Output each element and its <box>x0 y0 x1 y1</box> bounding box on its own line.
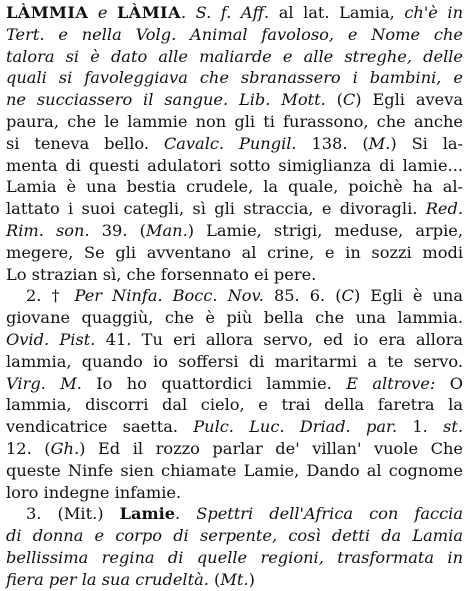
text-run: . Spettri dell'Africa con faccia <box>175 504 463 524</box>
entry-line <box>6 351 463 373</box>
entry-line <box>6 416 463 438</box>
text-run: 39. ( <box>89 220 146 240</box>
text-run: 1. <box>397 417 444 437</box>
entry-line <box>6 525 463 547</box>
text-run: Gh. <box>50 438 80 458</box>
text-run: lammia, discorri dal cielo, e trai della faretra la <box>6 395 463 415</box>
entry-line <box>6 264 463 286</box>
text-run: giovane quaggiù, che è più bella che una lammia. <box>6 308 463 328</box>
entry-line <box>6 569 463 591</box>
entry-line <box>6 155 463 177</box>
text-run: Red. <box>425 199 463 219</box>
text-run: Io ho quattordici lammie. <box>81 373 347 393</box>
text-run: Pulc. Luc. Driad. par. <box>193 417 398 437</box>
text-run: 138. ( <box>296 133 369 153</box>
text-run: bellissima regina di quelle regioni, trasformata in <box>6 547 463 567</box>
text-run: loro indegne infamie. <box>6 482 182 502</box>
entry-line <box>6 373 463 395</box>
text-run: Cavalc. Pungil. <box>163 133 297 153</box>
text-run: Mt. <box>220 569 249 589</box>
text-run: 2. † <box>26 286 75 306</box>
entry-line <box>6 329 463 351</box>
text-run: ) Egli è una <box>353 286 463 306</box>
text-run: LÀMMIA <box>6 3 89 22</box>
entry-line <box>6 89 463 111</box>
entry-line <box>6 438 463 460</box>
entry-line <box>6 547 463 569</box>
text-run: Per Ninfa. Bocc. Nov. <box>74 286 264 306</box>
text-run: Lo strazian sì, che forsennato ei pere. <box>6 264 317 284</box>
text-run: megere, Se gli avventano al crine, e in sozzi modi <box>6 242 463 262</box>
text-run: vendicatrice saetta. <box>6 417 194 437</box>
text-run: ) Si la- <box>390 133 464 153</box>
entry-line <box>6 220 463 242</box>
text-run: menta di questi adulatori sotto simiglianza di lamie... <box>6 155 463 175</box>
text-run: O <box>435 373 464 393</box>
text-run: . S. f. Aff. <box>180 3 279 22</box>
text-run: 85. 6. ( <box>263 286 342 306</box>
entry-line <box>6 176 463 198</box>
entry-line <box>6 482 463 504</box>
entry-line <box>6 460 463 482</box>
text-run: di donna e corpo di serpente, così detti da Lamia <box>6 526 463 546</box>
text-run: ch'è in <box>404 3 464 22</box>
text-run: LÀMIA <box>116 3 181 22</box>
text-run: Ovid. Pist. <box>6 329 96 349</box>
text-run: paura, che le lammie non gli ti furassono, che anche <box>6 111 463 131</box>
text-run: ) Egli aveva <box>355 90 463 110</box>
text-run: E altrove: <box>346 373 436 393</box>
entry-line <box>6 307 463 329</box>
text-run: fiera per la sua crudeltà. <box>6 569 209 589</box>
text-run: Lamia è una bestia crudele, la quale, poichè ha al- <box>6 177 463 197</box>
text-run: Virg. M. <box>6 373 82 393</box>
text-run: al lat. <box>278 3 330 22</box>
text-run: ) Lamie, strigi, meduse, arpie, <box>187 220 463 240</box>
text-run: 12. ( <box>6 438 51 458</box>
text-run: quali si favoleggiava che sbranassero i bambini, e <box>6 68 463 88</box>
entry-line <box>6 242 463 264</box>
text-run: Rim. son. <box>6 220 90 240</box>
text-run: Man. <box>145 220 188 240</box>
entry-line <box>6 24 463 46</box>
text-run: st. <box>443 417 463 437</box>
text-run: 3. (Mit.) <box>26 504 120 524</box>
text-run: ( <box>325 90 343 110</box>
text-run: e <box>88 3 117 22</box>
text-run: ne succiassero il sangue. Lib. Mott. <box>6 90 326 110</box>
text-run: 41. Tu eri allora servo, ed io era allora <box>95 329 463 349</box>
text-run: queste Ninfe sien chiamate Lamie, Dando al cognome <box>6 460 463 480</box>
entry-line <box>6 2 463 24</box>
text-run: Lamia, <box>329 3 405 22</box>
text-run: lammia, quando io soffersi di maritarmi a te servo. <box>6 351 463 371</box>
text-run: si teneva bello. <box>6 133 164 153</box>
entry-line <box>6 503 463 525</box>
text-run: ) <box>248 569 255 589</box>
entry-line <box>6 198 463 220</box>
text-run: M. <box>368 133 391 153</box>
text-run: talora si è dato alle maliarde e alle streghe, delle <box>6 46 463 66</box>
text-run: C <box>341 286 354 306</box>
text-run: ( <box>208 569 221 589</box>
text-run: C <box>342 90 356 110</box>
dictionary-entry <box>6 2 463 591</box>
entry-line <box>6 67 463 89</box>
entry-line <box>6 285 463 307</box>
text-run: lattato i suoi categli, sì gli straccia, e divoragli. <box>6 199 426 219</box>
entry-line <box>6 394 463 416</box>
entry-line <box>6 46 463 68</box>
text-run: Lamie <box>119 504 176 524</box>
entry-line <box>6 133 463 155</box>
entry-line <box>6 111 463 133</box>
text-run: Tert. e nella Volg. Animal favoloso, e Nome che <box>6 24 463 44</box>
text-run: ) Ed il rozzo parlar de' villan' vuole Che <box>79 438 463 458</box>
